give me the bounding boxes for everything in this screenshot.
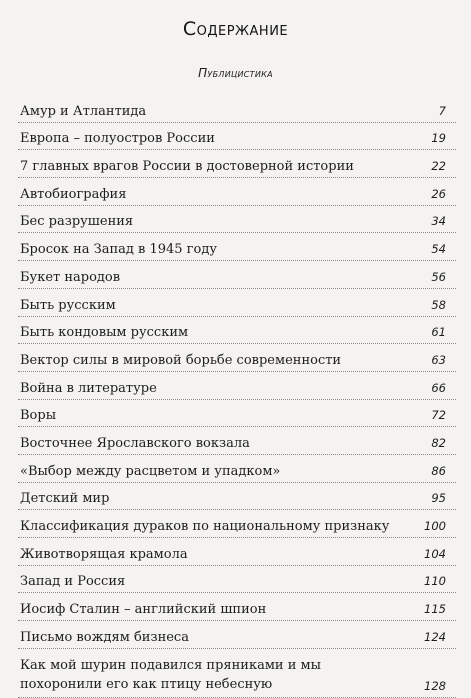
toc-entry-page: 110 (424, 574, 446, 589)
toc-entry-page: 104 (424, 546, 446, 561)
page-title: Содержание (182, 18, 289, 40)
toc-entry[interactable] (18, 123, 456, 151)
toc-entry[interactable] (18, 400, 456, 428)
toc-entry-page: 26 (431, 186, 446, 201)
toc-entry[interactable] (18, 455, 456, 483)
toc-entry-page: 63 (431, 352, 446, 367)
toc-entry-page: 34 (431, 214, 446, 229)
toc-entry[interactable] (18, 233, 456, 261)
toc-entry-page: 82 (431, 435, 446, 450)
section-heading: Публицистика (198, 66, 273, 80)
toc-entry-title: Быть русским (20, 297, 116, 313)
toc-entry-title: Бес разрушения (20, 214, 134, 230)
toc-entry-title: Война в литературе (20, 380, 157, 396)
toc-entry-title: Бросок на Запад в 1945 году (20, 242, 217, 258)
toc-entry-title: Животворящая крамола (20, 546, 188, 562)
toc-entry[interactable] (18, 289, 456, 317)
toc-entry[interactable] (18, 538, 456, 566)
toc-entry-title: Иосиф Сталин – английский шпион (20, 602, 267, 618)
toc-entry[interactable] (18, 510, 456, 538)
toc-entry[interactable] (18, 206, 456, 234)
toc-entry-page: 61 (431, 325, 446, 340)
toc-entry[interactable] (18, 150, 456, 178)
toc-entry[interactable] (18, 344, 456, 372)
toc-entry-page: 66 (431, 380, 446, 395)
toc-entry-title: 7 главных врагов России в достоверной истории (20, 159, 354, 175)
toc-entry-title: Воры (20, 408, 57, 424)
toc-entry[interactable] (18, 649, 456, 698)
toc-entry-title: Запад и Россия (20, 574, 126, 590)
toc-entry[interactable] (18, 621, 456, 649)
toc-entry-page: 19 (431, 131, 446, 146)
toc-entry-title: Европа – полуостров России (20, 131, 215, 147)
toc-entry-page: 58 (431, 297, 446, 312)
toc-entry-title: Амур и Атлантида (20, 103, 147, 119)
toc-entry-title: Детский мир (20, 491, 110, 507)
toc-entry-page: 72 (431, 408, 446, 423)
toc-entry-title: «Выбор между расцветом и упадком» (20, 463, 281, 479)
toc-entry[interactable] (18, 566, 456, 594)
toc-entry[interactable] (18, 178, 456, 206)
toc-entry-title: Как мой шурин подавился пряниками и мы похоронили его как птицу небесную (20, 657, 321, 692)
toc-entry-page: 7 (438, 103, 446, 118)
toc-entry-title: Классификация дураков по национальному признаку (20, 519, 390, 534)
toc-entry-title: Письмо вождям бизнеса (20, 629, 189, 645)
toc-entry-title: Вектор силы в мировой борьбе современности (20, 352, 342, 368)
toc-entry[interactable] (18, 593, 456, 621)
toc-entry-page: 128 (424, 678, 446, 693)
toc-entry-title: Букет народов (20, 269, 121, 285)
toc-entry-title: Автобиография (20, 186, 127, 202)
toc-entry[interactable] (18, 372, 456, 400)
toc-entry-page: 56 (431, 269, 446, 284)
toc-entry[interactable] (18, 427, 456, 455)
toc-entry[interactable] (18, 261, 456, 289)
toc-entry-page: 54 (431, 242, 446, 257)
toc-entry-page: 22 (431, 159, 446, 174)
toc-entry-page: 95 (431, 491, 446, 506)
toc-entry-title: Восточнее Ярославского вокзала (20, 435, 250, 451)
toc-entry-page: 100 (424, 519, 446, 533)
toc-entry-page: 115 (424, 602, 446, 617)
toc-entry-title: Быть кондовым русским (20, 325, 189, 341)
toc-entry[interactable] (18, 483, 456, 511)
toc-entry[interactable] (18, 317, 456, 345)
toc-entry-page: 86 (431, 463, 446, 478)
toc-list (18, 95, 456, 698)
toc-entry[interactable] (18, 95, 456, 123)
toc-entry-page: 124 (424, 629, 446, 644)
